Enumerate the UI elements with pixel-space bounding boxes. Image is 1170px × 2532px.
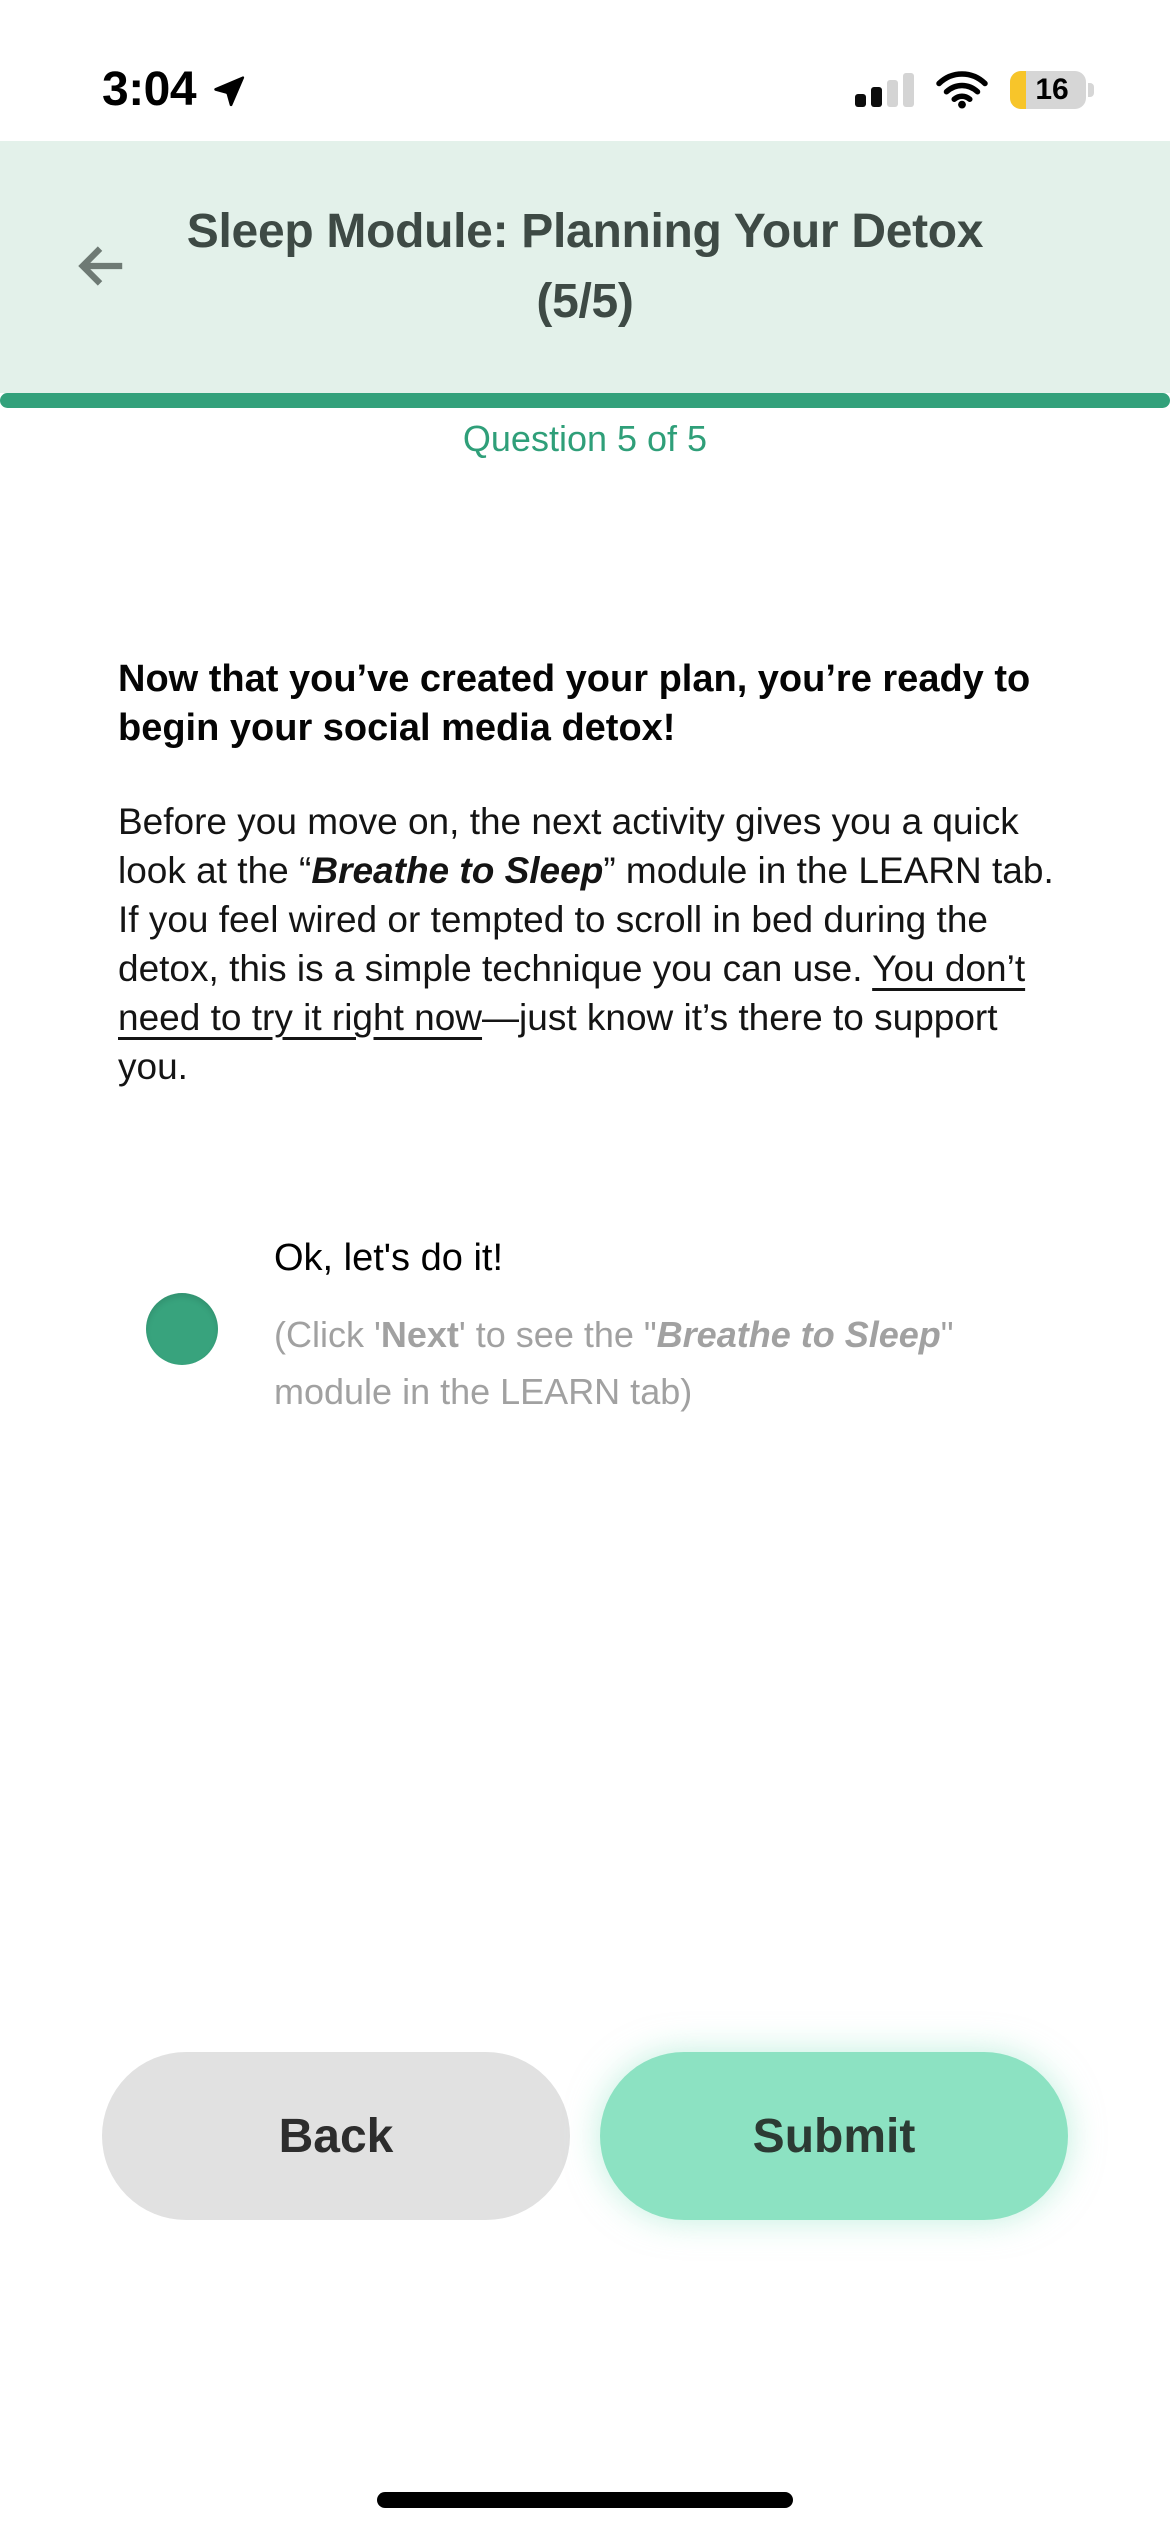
progress-bar-fill [0, 393, 1170, 408]
note-text: ' to see the " [458, 1314, 657, 1355]
page-title [120, 197, 1050, 337]
submit-button[interactable]: Submit [600, 2052, 1068, 2220]
page-title-line1: Sleep Module: Planning Your Detox [186, 205, 984, 258]
wifi-icon [936, 71, 988, 109]
body-text: ” module in the LEARN tab. If you feel wired or tempted to scroll in bed during the detox, this is a simple technique you can use. [118, 850, 1054, 989]
body-text-bold-italic: Breathe to Sleep [311, 850, 604, 891]
question-body [118, 797, 1068, 1091]
answer-option-note [274, 1306, 964, 1420]
status-time: 3:04 [102, 63, 197, 116]
back-nav-button[interactable]: Back [102, 2052, 570, 2220]
home-indicator[interactable] [377, 2492, 793, 2508]
answer-option[interactable] [146, 1237, 1068, 1420]
body-text: Before you move on, the next activity gives you a quick look at the “ [118, 801, 1019, 891]
radio-selected-icon[interactable] [146, 1293, 218, 1365]
answer-option-label: Ok, let's do it! [274, 1237, 504, 1279]
question-heading: Now that you’ve created your plan, you’re ready to begin your social media detox! [118, 658, 1031, 749]
header [0, 141, 1170, 393]
note-text: (Click ' [274, 1314, 381, 1355]
battery-percent: 16 [1035, 72, 1069, 106]
question-content [118, 655, 1068, 1420]
note-text-bold: Next [380, 1314, 459, 1355]
note-text-bold-italic: Breathe to Sleep [656, 1314, 941, 1355]
note-text: " module in the LEARN tab) [274, 1314, 954, 1412]
body-text: —just know it’s there to support you. [118, 997, 998, 1087]
progress-bar [0, 393, 1170, 408]
body-text-underlined: You don’t need to try it right now [118, 948, 1026, 1038]
footer-button-row [102, 2052, 1068, 2220]
answer-option-text [274, 1237, 964, 1420]
status-bar [0, 0, 1170, 141]
page-title-line2: (5/5) [536, 275, 634, 328]
battery-indicator [1010, 71, 1094, 109]
battery-cap [1088, 83, 1094, 97]
cellular-signal-icon [855, 73, 914, 107]
location-arrow-icon [210, 73, 246, 109]
question-counter: Question 5 of 5 [462, 418, 708, 459]
